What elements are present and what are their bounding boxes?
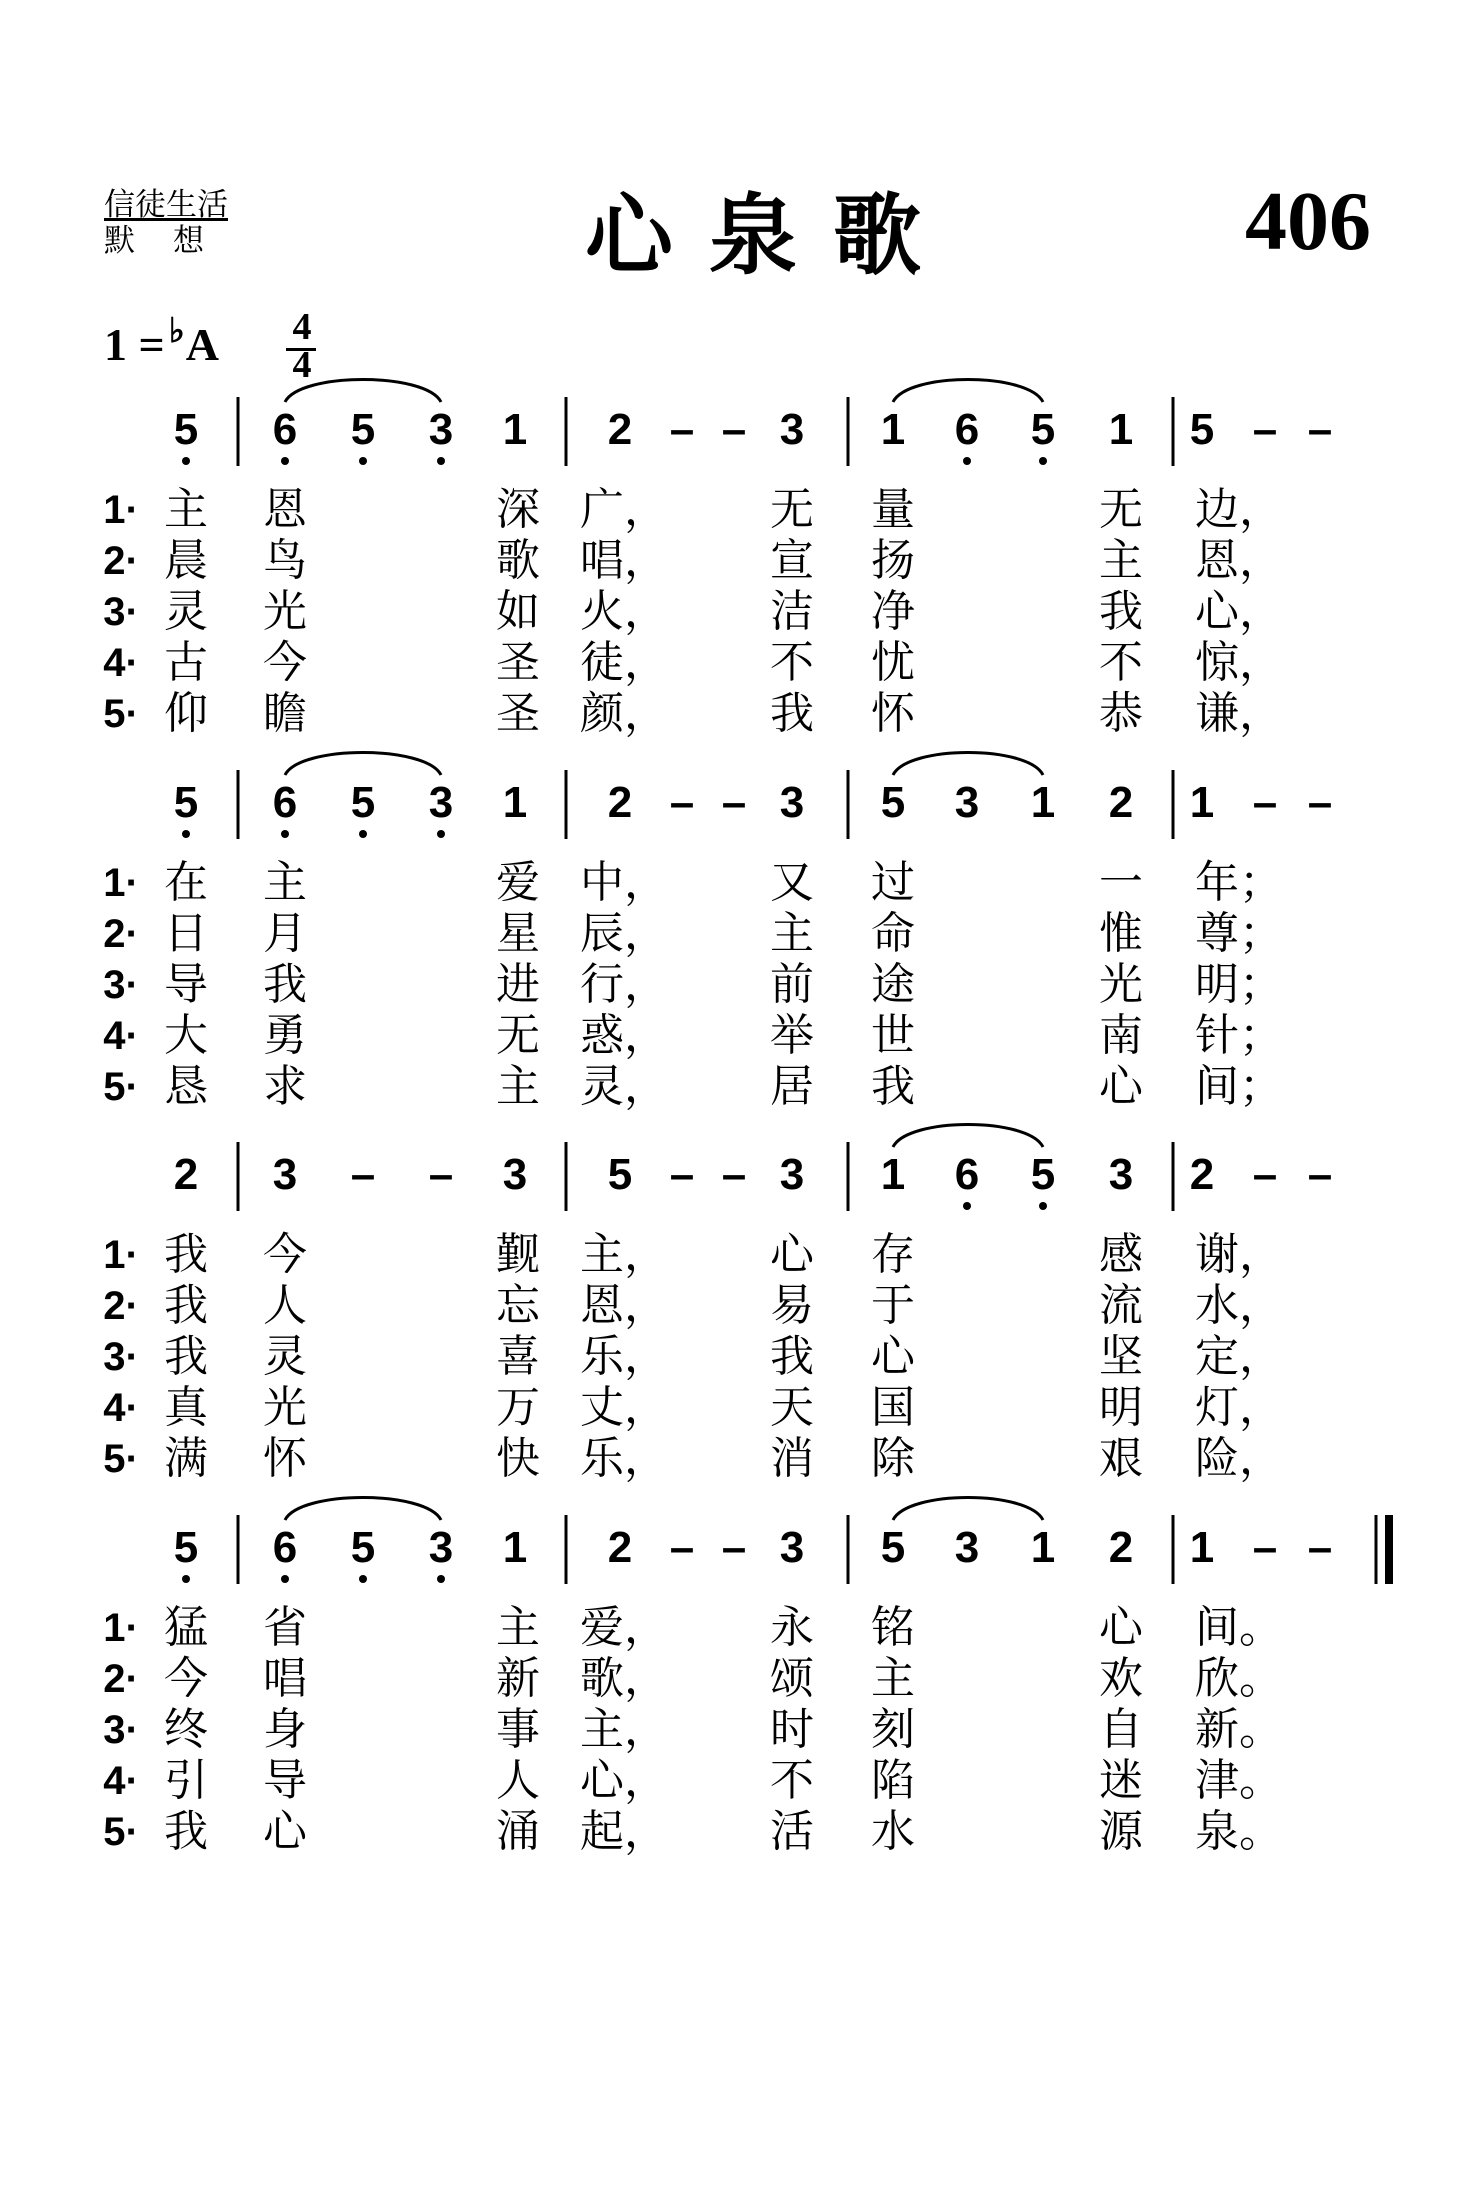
note: 1 <box>502 1523 528 1572</box>
lyric-syllable: 不 <box>1099 637 1143 688</box>
lyric-syllable: 深 <box>496 484 540 535</box>
lyric-syllable: 引 <box>164 1755 208 1806</box>
note: 6 <box>272 1523 298 1572</box>
note: 5 <box>1030 1150 1056 1199</box>
lyric-syllable: 灵 <box>164 586 208 637</box>
lyric-syllable: 日 <box>164 908 208 959</box>
note: 1 <box>880 405 906 454</box>
lyric-syllable: 火， <box>580 586 668 637</box>
lyric-syllable: 扬 <box>871 535 915 586</box>
lyric-syllable: 明； <box>1195 959 1283 1010</box>
verse-number: 5· <box>103 1437 139 1481</box>
lyric-syllable: 满 <box>164 1433 208 1484</box>
slur <box>893 1498 1043 1521</box>
lyric-syllable: 喜 <box>496 1331 540 1382</box>
lyric-syllable: 心 <box>263 1806 307 1857</box>
lyric-syllable: 主 <box>1099 535 1143 586</box>
octave-dot <box>359 1575 367 1583</box>
lyric-syllable: 永 <box>770 1602 814 1653</box>
verse-number: 4· <box>103 1759 139 1803</box>
octave-dot <box>437 457 445 465</box>
verse-number: 5· <box>103 692 139 736</box>
lyric-syllable: 恩 <box>263 484 307 535</box>
lyric-syllable: 鸟 <box>263 535 307 586</box>
slur <box>285 753 441 776</box>
lyric-syllable: 心 <box>770 1229 814 1280</box>
note: 1 <box>1189 778 1215 827</box>
note: 5 <box>350 405 376 454</box>
lyric-syllable: 宣 <box>770 535 814 586</box>
lyric-syllable: 又 <box>770 857 814 908</box>
lyric-syllable: 古 <box>164 637 208 688</box>
lyric-syllable: 命 <box>871 908 915 959</box>
lyric-syllable: 我 <box>770 1331 814 1382</box>
lyric-syllable: 大 <box>164 1010 208 1061</box>
lyric-syllable: 我 <box>164 1806 208 1857</box>
note: 1 <box>1030 778 1056 827</box>
lyric-syllable: 中， <box>580 857 668 908</box>
lyric-syllable: 主， <box>580 1229 668 1280</box>
note: 3 <box>779 1523 805 1572</box>
lyric-syllable: 活 <box>770 1806 814 1857</box>
lyric-syllable: 爱， <box>580 1602 668 1653</box>
lyric-syllable: 主 <box>871 1653 915 1704</box>
lyric-syllable: 年； <box>1195 857 1283 908</box>
lyric-syllable: 光 <box>1099 959 1143 1010</box>
lyric-syllable: 歌， <box>580 1653 668 1704</box>
verse-number: 5· <box>103 1065 139 1109</box>
verse-number: 5· <box>103 1810 139 1854</box>
lyric-syllable: 爱 <box>496 857 540 908</box>
lyric-syllable: 求 <box>263 1061 307 1112</box>
verse-number: 4· <box>103 641 139 685</box>
slur <box>893 380 1043 403</box>
note: – <box>1307 405 1333 454</box>
lyric-syllable: 圣 <box>496 688 540 739</box>
key-note: A <box>185 319 219 370</box>
note: 3 <box>1108 1150 1134 1199</box>
lyric-syllable: 针； <box>1195 1010 1283 1061</box>
slur <box>893 753 1043 776</box>
lyric-syllable: 圣 <box>496 637 540 688</box>
lyric-syllable: 心 <box>871 1331 915 1382</box>
note: – <box>1307 778 1333 827</box>
lyric-syllable: 终 <box>164 1704 208 1755</box>
verse-number: 1· <box>103 488 139 532</box>
lyric-syllable: 快 <box>496 1433 540 1484</box>
lyric-syllable: 谢， <box>1195 1229 1283 1280</box>
lyric-syllable: 我 <box>871 1061 915 1112</box>
lyric-syllable: 艰 <box>1099 1433 1143 1484</box>
note: 3 <box>779 778 805 827</box>
note: 3 <box>502 1150 528 1199</box>
lyric-syllable: 自 <box>1099 1704 1143 1755</box>
lyric-syllable: 迷 <box>1099 1755 1143 1806</box>
lyric-syllable: 惟 <box>1099 908 1143 959</box>
lyric-syllable: 恭 <box>1099 688 1143 739</box>
lyric-syllable: 无 <box>1099 484 1143 535</box>
octave-dot <box>281 830 289 838</box>
category-label: 信徒生活 <box>104 187 228 223</box>
lyric-syllable: 人 <box>496 1755 540 1806</box>
lyric-syllable: 主 <box>496 1061 540 1112</box>
octave-dot <box>359 830 367 838</box>
octave-dot <box>963 1202 971 1210</box>
lyric-syllable: 心， <box>1195 586 1283 637</box>
lyric-syllable: 途 <box>871 959 915 1010</box>
octave-dot <box>182 830 190 838</box>
octave-dot <box>437 1575 445 1583</box>
lyric-syllable: 恳 <box>164 1061 208 1112</box>
lyric-syllable: 一 <box>1099 857 1143 908</box>
lyric-syllable: 心， <box>580 1755 668 1806</box>
note: – <box>1307 1523 1333 1572</box>
lyric-syllable: 唱 <box>263 1653 307 1704</box>
lyric-syllable: 光 <box>263 1382 307 1433</box>
lyric-syllable: 灵， <box>580 1061 668 1112</box>
verse-number: 2· <box>103 539 139 583</box>
note: 5 <box>173 778 199 827</box>
lyric-syllable: 导 <box>263 1755 307 1806</box>
lyric-syllable: 起， <box>580 1806 668 1857</box>
lyric-syllable: 于 <box>871 1280 915 1331</box>
lyric-syllable: 导 <box>164 959 208 1010</box>
octave-dot <box>437 830 445 838</box>
lyric-syllable: 觐 <box>496 1229 540 1280</box>
verse-number: 4· <box>103 1386 139 1430</box>
lyric-syllable: 无 <box>770 484 814 535</box>
lyric-syllable: 心 <box>1099 1061 1143 1112</box>
note: 2 <box>1189 1150 1215 1199</box>
lyric-syllable: 我 <box>1099 586 1143 637</box>
lyric-syllable: 怀 <box>263 1433 307 1484</box>
lyric-syllable: 人 <box>263 1280 307 1331</box>
lyric-syllable: 铭 <box>871 1602 915 1653</box>
lyric-syllable: 净 <box>871 586 915 637</box>
note: – <box>350 1150 376 1199</box>
lyric-syllable: 事 <box>496 1704 540 1755</box>
verse-number: 3· <box>103 590 139 634</box>
time-signature-bottom: 4 <box>292 344 312 386</box>
lyric-syllable: 间； <box>1195 1061 1283 1112</box>
lyric-syllable: 我 <box>164 1229 208 1280</box>
note: 1 <box>1108 405 1134 454</box>
lyric-syllable: 主 <box>164 484 208 535</box>
octave-dot <box>281 1575 289 1583</box>
note: 5 <box>1030 405 1056 454</box>
note: 5 <box>173 405 199 454</box>
note: 2 <box>607 778 633 827</box>
lyric-syllable: 猛 <box>164 1602 208 1653</box>
note: 3 <box>428 405 454 454</box>
note: 6 <box>954 1150 980 1199</box>
slur <box>285 380 441 403</box>
lyric-syllable: 我 <box>164 1331 208 1382</box>
lyric-syllable: 光 <box>263 586 307 637</box>
lyric-syllable: 身 <box>263 1704 307 1755</box>
octave-dot <box>963 457 971 465</box>
lyric-syllable: 今 <box>164 1653 208 1704</box>
verse-number: 2· <box>103 1657 139 1701</box>
octave-dot <box>182 1575 190 1583</box>
note: 3 <box>779 1150 805 1199</box>
lyric-syllable: 我 <box>770 688 814 739</box>
lyric-syllable: 今 <box>263 637 307 688</box>
note: – <box>1252 778 1278 827</box>
note: 5 <box>607 1150 633 1199</box>
note: 5 <box>880 1523 906 1572</box>
lyric-syllable: 居 <box>770 1061 814 1112</box>
note: – <box>1252 1150 1278 1199</box>
lyric-syllable: 刻 <box>871 1704 915 1755</box>
note: 5 <box>350 1523 376 1572</box>
note: – <box>1252 405 1278 454</box>
verse-number: 3· <box>103 963 139 1007</box>
lyric-syllable: 过 <box>871 857 915 908</box>
note: 6 <box>272 405 298 454</box>
lyric-syllable: 源 <box>1099 1806 1143 1857</box>
note: – <box>669 1523 695 1572</box>
lyric-syllable: 无 <box>496 1010 540 1061</box>
lyric-syllable: 水， <box>1195 1280 1283 1331</box>
lyric-syllable: 我 <box>164 1280 208 1331</box>
lyric-syllable: 惑， <box>580 1010 668 1061</box>
lyric-syllable: 不 <box>770 637 814 688</box>
lyric-syllable: 省 <box>263 1602 307 1653</box>
lyric-syllable: 仰 <box>164 688 208 739</box>
lyric-syllable: 天 <box>770 1382 814 1433</box>
lyric-syllable: 我 <box>263 959 307 1010</box>
lyric-syllable: 新。 <box>1195 1704 1283 1755</box>
lyric-syllable: 易 <box>770 1280 814 1331</box>
slur <box>285 1498 441 1521</box>
lyric-syllable: 世 <box>871 1010 915 1061</box>
note: 1 <box>880 1150 906 1199</box>
lyric-syllable: 在 <box>164 857 208 908</box>
lyric-syllable: 忘 <box>496 1280 540 1331</box>
lyric-syllable: 如 <box>496 586 540 637</box>
lyric-syllable: 南 <box>1099 1010 1143 1061</box>
lyric-syllable: 主 <box>263 857 307 908</box>
note: 1 <box>1189 1523 1215 1572</box>
lyric-syllable: 存 <box>871 1229 915 1280</box>
lyric-syllable: 颂 <box>770 1653 814 1704</box>
lyric-syllable: 忧 <box>871 637 915 688</box>
note: 5 <box>173 1523 199 1572</box>
lyric-syllable: 进 <box>496 959 540 1010</box>
note: – <box>669 405 695 454</box>
final-barline-thick <box>1385 1515 1393 1584</box>
slur <box>893 1125 1043 1148</box>
lyric-syllable: 恩， <box>580 1280 668 1331</box>
lyric-syllable: 怀 <box>871 688 915 739</box>
lyric-syllable: 惊， <box>1195 637 1283 688</box>
lyric-syllable: 陷 <box>871 1755 915 1806</box>
lyric-syllable: 月 <box>263 908 307 959</box>
lyric-syllable: 心 <box>1099 1602 1143 1653</box>
lyric-syllable: 坚 <box>1099 1331 1143 1382</box>
note: 1 <box>502 778 528 827</box>
lyric-syllable: 唱， <box>580 535 668 586</box>
lyric-syllable: 欣。 <box>1195 1653 1283 1704</box>
note: – <box>428 1150 454 1199</box>
lyric-syllable: 欢 <box>1099 1653 1143 1704</box>
lyric-syllable: 灯， <box>1195 1382 1283 1433</box>
note: 3 <box>428 1523 454 1572</box>
octave-dot <box>1039 1202 1047 1210</box>
lyric-syllable: 洁 <box>770 586 814 637</box>
lyric-syllable: 主 <box>770 908 814 959</box>
note: – <box>721 778 747 827</box>
note: 3 <box>954 778 980 827</box>
note: 6 <box>954 405 980 454</box>
lyric-syllable: 徒， <box>580 637 668 688</box>
lyric-syllable: 水 <box>871 1806 915 1857</box>
lyric-syllable: 新 <box>496 1653 540 1704</box>
verse-number: 2· <box>103 1284 139 1328</box>
lyric-syllable: 真 <box>164 1382 208 1433</box>
lyric-syllable: 不 <box>770 1755 814 1806</box>
note: 5 <box>350 778 376 827</box>
note: – <box>721 1150 747 1199</box>
subcategory-label: 默想 <box>104 223 242 259</box>
hymn-title: 心泉歌 <box>585 184 958 287</box>
lyric-syllable: 歌 <box>496 535 540 586</box>
octave-dot <box>281 457 289 465</box>
verse-number: 1· <box>103 861 139 905</box>
verse-number: 3· <box>103 1708 139 1752</box>
verse-number: 4· <box>103 1014 139 1058</box>
note: – <box>1307 1150 1333 1199</box>
note: 1 <box>1030 1523 1056 1572</box>
note: 1 <box>502 405 528 454</box>
note: – <box>669 778 695 827</box>
lyric-syllable: 间。 <box>1195 1602 1283 1653</box>
lyric-syllable: 举 <box>770 1010 814 1061</box>
lyric-syllable: 主 <box>496 1602 540 1653</box>
note: 3 <box>428 778 454 827</box>
hymn-number: 406 <box>1245 175 1371 268</box>
lyric-syllable: 辰， <box>580 908 668 959</box>
note: 5 <box>880 778 906 827</box>
verse-number: 3· <box>103 1335 139 1379</box>
lyric-syllable: 乐， <box>580 1433 668 1484</box>
lyric-syllable: 定， <box>1195 1331 1283 1382</box>
lyric-syllable: 晨 <box>164 535 208 586</box>
octave-dot <box>359 457 367 465</box>
lyric-syllable: 行， <box>580 959 668 1010</box>
note: 2 <box>173 1150 199 1199</box>
lyric-syllable: 丈， <box>580 1382 668 1433</box>
lyric-syllable: 流 <box>1099 1280 1143 1331</box>
lyric-syllable: 尊； <box>1195 908 1283 959</box>
lyric-syllable: 涌 <box>496 1806 540 1857</box>
lyric-syllable: 主， <box>580 1704 668 1755</box>
note: 2 <box>607 1523 633 1572</box>
note: – <box>721 1523 747 1572</box>
note: 3 <box>954 1523 980 1572</box>
lyric-syllable: 险， <box>1195 1433 1283 1484</box>
note: – <box>721 405 747 454</box>
note: 2 <box>1108 778 1134 827</box>
note: 3 <box>272 1150 298 1199</box>
lyric-syllable: 恩， <box>1195 535 1283 586</box>
note: – <box>1252 1523 1278 1572</box>
lyric-syllable: 时 <box>770 1704 814 1755</box>
note: 3 <box>779 405 805 454</box>
lyric-syllable: 感 <box>1099 1229 1143 1280</box>
note: 2 <box>607 405 633 454</box>
lyric-syllable: 乐， <box>580 1331 668 1382</box>
lyric-syllable: 除 <box>871 1433 915 1484</box>
verse-number: 2· <box>103 912 139 956</box>
lyric-syllable: 瞻 <box>263 688 307 739</box>
lyric-syllable: 勇 <box>263 1010 307 1061</box>
lyric-syllable: 今 <box>263 1229 307 1280</box>
lyric-syllable: 广， <box>580 484 668 535</box>
lyric-syllable: 万 <box>496 1382 540 1433</box>
verse-number: 1· <box>103 1606 139 1650</box>
lyric-syllable: 颜， <box>580 688 668 739</box>
key-label: 1 = <box>104 319 165 370</box>
lyric-syllable: 国 <box>871 1382 915 1433</box>
verse-number: 1· <box>103 1233 139 1277</box>
note: 6 <box>272 778 298 827</box>
note: 5 <box>1189 405 1215 454</box>
lyric-syllable: 前 <box>770 959 814 1010</box>
flat-sign: ♭ <box>168 313 185 350</box>
time-signature-top: 4 <box>292 306 312 348</box>
lyric-syllable: 谦， <box>1195 688 1283 739</box>
note: 2 <box>1108 1523 1134 1572</box>
lyric-syllable: 量 <box>871 484 915 535</box>
lyric-syllable: 消 <box>770 1433 814 1484</box>
lyric-syllable: 明 <box>1099 1382 1143 1433</box>
lyric-syllable: 星 <box>496 908 540 959</box>
lyric-syllable: 津。 <box>1195 1755 1283 1806</box>
octave-dot <box>1039 457 1047 465</box>
lyric-syllable: 边， <box>1195 484 1283 535</box>
lyric-syllable: 泉。 <box>1195 1806 1283 1857</box>
note: – <box>669 1150 695 1199</box>
lyric-syllable: 灵 <box>263 1331 307 1382</box>
octave-dot <box>182 457 190 465</box>
